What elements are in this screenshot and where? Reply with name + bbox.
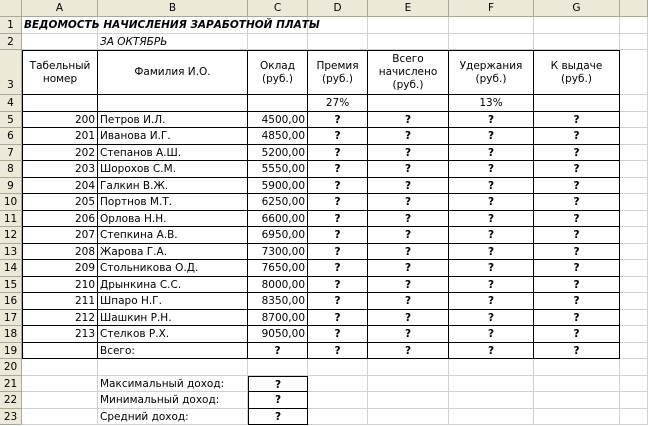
formula-placeholder-cell[interactable]: ?: [449, 178, 534, 195]
formula-placeholder-cell[interactable]: ?: [534, 277, 620, 294]
formula-placeholder-cell[interactable]: ?: [534, 326, 620, 343]
formula-placeholder-cell[interactable]: ?: [449, 161, 534, 178]
employee-name-cell[interactable]: Галкин В.Ж.: [98, 178, 248, 195]
header-deduct[interactable]: Удержания (руб.): [449, 50, 534, 95]
formula-placeholder-cell[interactable]: ?: [449, 277, 534, 294]
summary-value-cell[interactable]: ?: [248, 376, 308, 393]
cell-bg: [620, 112, 648, 129]
summary-label-cell[interactable]: Минимальный доход:: [98, 392, 248, 409]
tab-number-cell[interactable]: 208: [22, 244, 98, 261]
tab-number-cell[interactable]: 211: [22, 293, 98, 310]
formula-placeholder-cell[interactable]: ?: [449, 145, 534, 162]
sheet-title[interactable]: ВЕДОМОСТЬ НАЧИСЛЕНИЯ ЗАРАБОТНОЙ ПЛАТЫ: [22, 17, 449, 34]
cell-bg: [620, 95, 648, 112]
formula-placeholder-cell[interactable]: ?: [368, 260, 449, 277]
row-header-6[interactable]: 6: [0, 128, 22, 145]
formula-placeholder-cell[interactable]: ?: [368, 293, 449, 310]
cell-bg: [534, 359, 620, 376]
employee-name-cell[interactable]: Стольникова О.Д.: [98, 260, 248, 277]
total-row-empty[interactable]: [22, 343, 98, 360]
column-header-e[interactable]: E: [368, 0, 449, 17]
header-name[interactable]: Фамилия И.О.: [98, 50, 248, 95]
cell-bg: [620, 326, 648, 343]
tab-number-cell[interactable]: 203: [22, 161, 98, 178]
cell-bg: [534, 392, 620, 409]
salary-cell[interactable]: 4850,00: [248, 128, 308, 145]
header-bonus[interactable]: Премия (руб.): [308, 50, 368, 95]
cell-bg: [620, 161, 648, 178]
formula-placeholder-cell[interactable]: ?: [368, 211, 449, 228]
formula-placeholder-cell[interactable]: ?: [534, 161, 620, 178]
header-tab[interactable]: Табельный номер: [22, 50, 98, 95]
formula-placeholder-cell[interactable]: ?: [308, 128, 368, 145]
formula-placeholder-cell[interactable]: ?: [308, 145, 368, 162]
formula-placeholder-cell[interactable]: ?: [368, 310, 449, 327]
employee-name-cell[interactable]: Шашкин Р.Н.: [98, 310, 248, 327]
employee-name-cell[interactable]: Степанов А.Ш.: [98, 145, 248, 162]
formula-placeholder-cell[interactable]: ?: [534, 128, 620, 145]
cell-bg: [248, 359, 308, 376]
cell-bg: [620, 128, 648, 145]
cell-bg: [620, 194, 648, 211]
tab-number-cell[interactable]: 210: [22, 277, 98, 294]
row-header-9[interactable]: 9: [0, 178, 22, 195]
row-header-12[interactable]: 12: [0, 227, 22, 244]
cell-bg: [368, 392, 449, 409]
formula-placeholder-cell[interactable]: ?: [368, 178, 449, 195]
row-header-10[interactable]: 10: [0, 194, 22, 211]
formula-placeholder-cell[interactable]: ?: [308, 310, 368, 327]
cell-bg: [22, 376, 98, 393]
bonus-rate-cell[interactable]: 27%: [308, 95, 368, 112]
row4-cell[interactable]: [248, 95, 308, 112]
row-header-22[interactable]: 22: [0, 392, 22, 409]
formula-placeholder-cell[interactable]: ?: [308, 112, 368, 129]
cell-bg: [308, 359, 368, 376]
formula-placeholder-cell[interactable]: ?: [368, 128, 449, 145]
salary-cell[interactable]: 4500,00: [248, 112, 308, 129]
employee-name-cell[interactable]: Петров И.Л.: [98, 112, 248, 129]
formula-placeholder-cell[interactable]: ?: [368, 244, 449, 261]
salary-cell[interactable]: 8700,00: [248, 310, 308, 327]
total-placeholder-cell[interactable]: ?: [308, 343, 368, 360]
cell-bg: [534, 409, 620, 426]
formula-placeholder-cell[interactable]: ?: [449, 112, 534, 129]
cell-bg: [620, 310, 648, 327]
employee-name-cell[interactable]: Дрынкина С.С.: [98, 277, 248, 294]
header-salary[interactable]: Оклад (руб.): [248, 50, 308, 95]
row-header-16[interactable]: 16: [0, 293, 22, 310]
row-header-13[interactable]: 13: [0, 244, 22, 261]
formula-placeholder-cell[interactable]: ?: [449, 194, 534, 211]
tab-number-cell[interactable]: 205: [22, 194, 98, 211]
header-total[interactable]: Всего начислено (руб.): [368, 50, 449, 95]
salary-cell[interactable]: 7300,00: [248, 244, 308, 261]
salary-cell[interactable]: 5550,00: [248, 161, 308, 178]
formula-placeholder-cell[interactable]: ?: [308, 178, 368, 195]
cell-bg: [22, 359, 98, 376]
cell-bg: [620, 376, 648, 393]
formula-placeholder-cell[interactable]: ?: [534, 211, 620, 228]
summary-value-cell[interactable]: ?: [248, 409, 308, 426]
formula-placeholder-cell[interactable]: ?: [308, 293, 368, 310]
tab-number-cell[interactable]: 202: [22, 145, 98, 162]
cell-bg: [620, 178, 648, 195]
row-header-1[interactable]: 1: [0, 17, 22, 34]
formula-placeholder-cell[interactable]: ?: [368, 227, 449, 244]
cell-bg: [449, 409, 534, 426]
row-header-2[interactable]: 2: [0, 34, 22, 51]
row4-cell[interactable]: [534, 95, 620, 112]
tab-number-cell[interactable]: 206: [22, 211, 98, 228]
row-header-23[interactable]: 23: [0, 409, 22, 426]
formula-placeholder-cell[interactable]: ?: [308, 211, 368, 228]
cell-bg: [620, 17, 648, 34]
formula-placeholder-cell[interactable]: ?: [534, 310, 620, 327]
formula-placeholder-cell[interactable]: ?: [534, 260, 620, 277]
cell-bg: [22, 34, 98, 51]
select-all-corner[interactable]: [0, 0, 22, 17]
formula-placeholder-cell[interactable]: ?: [368, 326, 449, 343]
formula-placeholder-cell[interactable]: ?: [449, 310, 534, 327]
employee-name-cell[interactable]: Иванова И.Г.: [98, 128, 248, 145]
summary-label-cell[interactable]: Максимальный доход:: [98, 376, 248, 393]
column-header-b[interactable]: B: [98, 0, 248, 17]
formula-placeholder-cell[interactable]: ?: [308, 227, 368, 244]
column-header-g[interactable]: G: [534, 0, 620, 17]
tab-number-cell[interactable]: 209: [22, 260, 98, 277]
row-header-8[interactable]: 8: [0, 161, 22, 178]
formula-placeholder-cell[interactable]: ?: [368, 194, 449, 211]
cell-bg: [620, 343, 648, 360]
formula-placeholder-cell[interactable]: ?: [449, 260, 534, 277]
cell-bg: [620, 227, 648, 244]
row-header-14[interactable]: 14: [0, 260, 22, 277]
summary-value-cell[interactable]: ?: [248, 392, 308, 409]
formula-placeholder-cell[interactable]: ?: [308, 326, 368, 343]
formula-placeholder-cell[interactable]: ?: [534, 293, 620, 310]
row-header-3[interactable]: 3: [0, 50, 22, 95]
formula-placeholder-cell[interactable]: ?: [368, 112, 449, 129]
tab-number-cell[interactable]: 212: [22, 310, 98, 327]
formula-placeholder-cell[interactable]: ?: [449, 128, 534, 145]
employee-name-cell[interactable]: Стелков Р.Х.: [98, 326, 248, 343]
column-header-a[interactable]: A: [22, 0, 98, 17]
cell-bg: [22, 409, 98, 426]
total-placeholder-cell[interactable]: ?: [449, 343, 534, 360]
cell-bg: [368, 376, 449, 393]
row-header-17[interactable]: 17: [0, 310, 22, 327]
salary-cell[interactable]: 5900,00: [248, 178, 308, 195]
tab-number-cell[interactable]: 204: [22, 178, 98, 195]
total-placeholder-cell[interactable]: ?: [534, 343, 620, 360]
formula-placeholder-cell[interactable]: ?: [534, 244, 620, 261]
cell-bg: [534, 376, 620, 393]
row-header-21[interactable]: 21: [0, 376, 22, 393]
cell-bg: [22, 392, 98, 409]
cell-bg: [620, 359, 648, 376]
row-header-15[interactable]: 15: [0, 277, 22, 294]
salary-cell[interactable]: 8350,00: [248, 293, 308, 310]
employee-name-cell[interactable]: Шпаро Н.Г.: [98, 293, 248, 310]
formula-placeholder-cell[interactable]: ?: [449, 227, 534, 244]
formula-placeholder-cell[interactable]: ?: [368, 277, 449, 294]
row-header-19[interactable]: 19: [0, 343, 22, 360]
salary-cell[interactable]: 9050,00: [248, 326, 308, 343]
formula-placeholder-cell[interactable]: ?: [368, 145, 449, 162]
formula-placeholder-cell[interactable]: ?: [308, 277, 368, 294]
cell-bg: [449, 34, 534, 51]
total-label-cell[interactable]: Всего:: [98, 343, 248, 360]
tab-number-cell[interactable]: 213: [22, 326, 98, 343]
cell-bg: [449, 376, 534, 393]
cell-bg: [368, 359, 449, 376]
total-placeholder-cell[interactable]: ?: [248, 343, 308, 360]
row4-cell[interactable]: [22, 95, 98, 112]
cell-bg: [368, 409, 449, 426]
formula-placeholder-cell[interactable]: ?: [534, 145, 620, 162]
cell-bg: [534, 34, 620, 51]
row-header-18[interactable]: 18: [0, 326, 22, 343]
row-header-11[interactable]: 11: [0, 211, 22, 228]
cell-bg: [308, 392, 368, 409]
tab-number-cell[interactable]: 200: [22, 112, 98, 129]
total-placeholder-cell[interactable]: ?: [368, 343, 449, 360]
cell-bg: [449, 17, 534, 34]
cell-bg: [620, 260, 648, 277]
row-header-20[interactable]: 20: [0, 359, 22, 376]
cell-bg: [620, 293, 648, 310]
row4-cell[interactable]: [98, 95, 248, 112]
formula-placeholder-cell[interactable]: ?: [308, 260, 368, 277]
employee-name-cell[interactable]: Орлова Н.Н.: [98, 211, 248, 228]
row-header-4[interactable]: 4: [0, 95, 22, 112]
sheet-subtitle[interactable]: ЗА ОКТЯБРЬ: [98, 34, 308, 51]
employee-name-cell[interactable]: Портнов М.Т.: [98, 194, 248, 211]
salary-cell[interactable]: 6950,00: [248, 227, 308, 244]
summary-label-cell[interactable]: Средний доход:: [98, 409, 248, 426]
cell-bg: [308, 376, 368, 393]
formula-placeholder-cell[interactable]: ?: [534, 227, 620, 244]
cell-bg: [620, 277, 648, 294]
cell-bg: [620, 34, 648, 51]
formula-placeholder-cell[interactable]: ?: [449, 244, 534, 261]
employee-name-cell[interactable]: Жарова Г.А.: [98, 244, 248, 261]
formula-placeholder-cell[interactable]: ?: [449, 293, 534, 310]
employee-name-cell[interactable]: Степкина А.В.: [98, 227, 248, 244]
column-header-filler: [620, 0, 648, 17]
salary-cell[interactable]: 8000,00: [248, 277, 308, 294]
formula-placeholder-cell[interactable]: ?: [449, 211, 534, 228]
cell-bg: [620, 409, 648, 426]
cell-bg: [620, 145, 648, 162]
cell-bg: [449, 392, 534, 409]
formula-placeholder-cell[interactable]: ?: [308, 244, 368, 261]
salary-cell[interactable]: 6250,00: [248, 194, 308, 211]
header-payout[interactable]: К выдаче (руб.): [534, 50, 620, 95]
row4-cell[interactable]: [368, 95, 449, 112]
column-header-c[interactable]: C: [248, 0, 308, 17]
cell-bg: [368, 34, 449, 51]
formula-placeholder-cell[interactable]: ?: [308, 161, 368, 178]
tab-number-cell[interactable]: 201: [22, 128, 98, 145]
cell-bg: [449, 359, 534, 376]
formula-placeholder-cell[interactable]: ?: [449, 326, 534, 343]
column-header-d[interactable]: D: [308, 0, 368, 17]
formula-placeholder-cell[interactable]: ?: [534, 178, 620, 195]
cell-bg: [620, 392, 648, 409]
tab-number-cell[interactable]: 207: [22, 227, 98, 244]
formula-placeholder-cell[interactable]: ?: [534, 112, 620, 129]
cell-bg: [620, 50, 648, 95]
deduct-rate-cell[interactable]: 13%: [449, 95, 534, 112]
row-header-7[interactable]: 7: [0, 145, 22, 162]
employee-name-cell[interactable]: Шорохов С.М.: [98, 161, 248, 178]
formula-placeholder-cell[interactable]: ?: [368, 161, 449, 178]
formula-placeholder-cell[interactable]: ?: [308, 194, 368, 211]
cell-bg: [308, 34, 368, 51]
salary-cell[interactable]: 7650,00: [248, 260, 308, 277]
cell-bg: [534, 17, 620, 34]
column-header-f[interactable]: F: [449, 0, 534, 17]
cell-bg: [620, 244, 648, 261]
formula-placeholder-cell[interactable]: ?: [534, 194, 620, 211]
salary-cell[interactable]: 6600,00: [248, 211, 308, 228]
row-header-5[interactable]: 5: [0, 112, 22, 129]
cell-bg: [98, 359, 248, 376]
cell-bg: [308, 409, 368, 426]
cell-bg: [620, 211, 648, 228]
salary-cell[interactable]: 5200,00: [248, 145, 308, 162]
